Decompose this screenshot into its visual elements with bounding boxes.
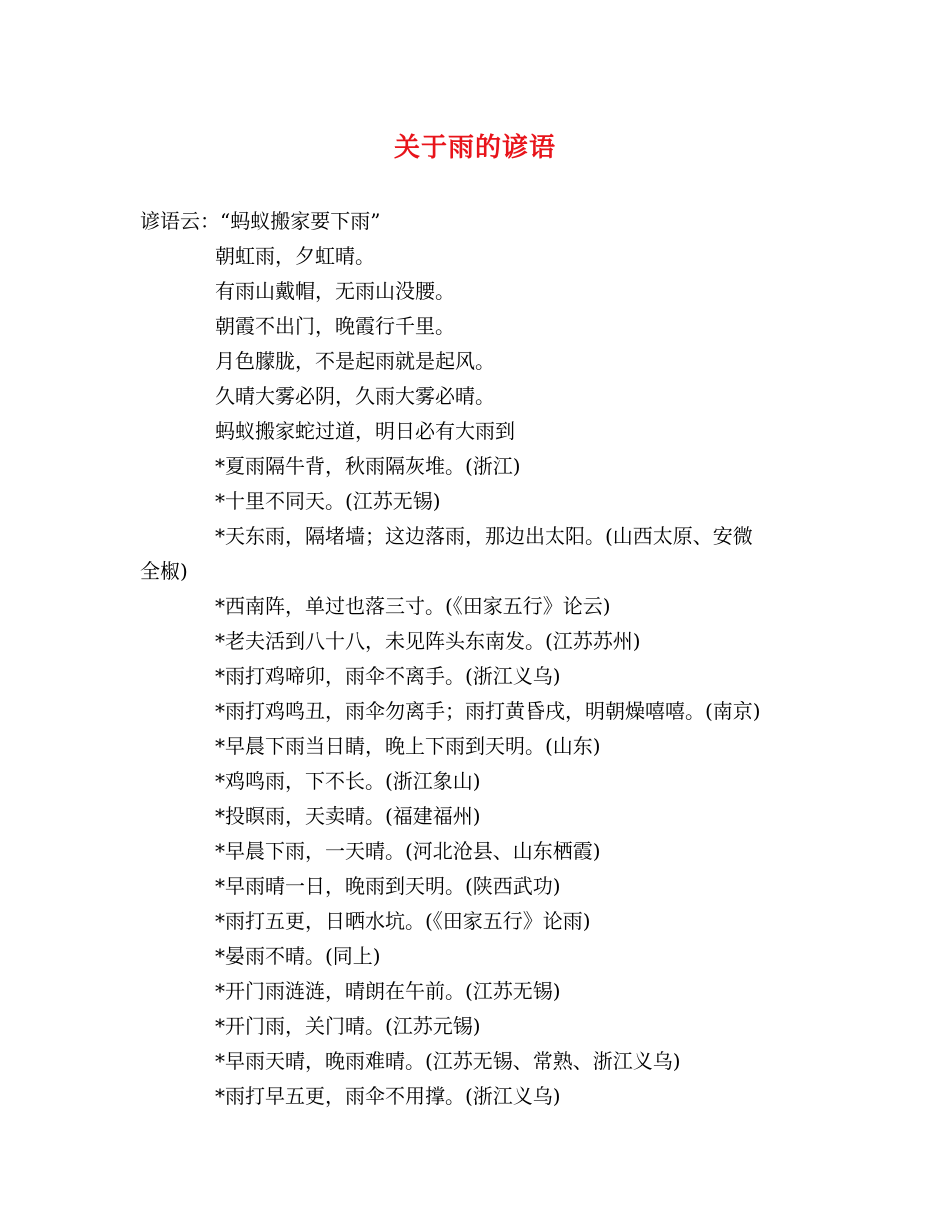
proverb-line: *早晨下雨，一天晴。(河北沧县、山东栖霞): [215, 839, 601, 863]
proverb-line: *老夫活到八十八，未见阵头东南发。(江苏苏州): [215, 629, 641, 653]
proverb-line: *西南阵，单过也落三寸。(《田家五行》论云): [215, 594, 611, 618]
proverb-line: *雨打鸡鸣丑，雨伞勿离手；雨打黄昏戌，明朝燥嘻嘻。(南京): [215, 699, 761, 723]
proverb-line: *早雨天晴，晚雨难晴。(江苏无锡、常熟、浙江义乌): [215, 1049, 681, 1073]
intro-line: 谚语云：“蚂蚁搬家要下雨”: [140, 209, 381, 233]
proverb-line: *投暝雨，天卖晴。(福建福州): [215, 804, 481, 828]
proverb-line: *夏雨隔牛背，秋雨隔灰堆。(浙江): [215, 454, 521, 478]
proverb-line: *晏雨不晴。(同上): [215, 944, 381, 968]
proverb-line: *雨打五更，日晒水坑。(《田家五行》论雨): [215, 909, 591, 933]
proverb-line: 蚂蚁搬家蛇过道，明日必有大雨到: [215, 419, 515, 443]
proverb-line: 朝霞不出门，晚霞行千里。: [215, 314, 455, 338]
document-title: 关于雨的谚语: [393, 133, 556, 163]
proverb-line: *开门雨，关门晴。(江苏元锡): [215, 1014, 481, 1038]
proverb-line: *雨打鸡啼卯，雨伞不离手。(浙江义乌): [215, 664, 561, 688]
proverb-line: 有雨山戴帽，无雨山没腰。: [215, 279, 455, 303]
document-body: [140, 204, 820, 1114]
proverb-line: *鸡鸣雨，下不长。(浙江象山): [215, 769, 481, 793]
proverb-line: *开门雨涟涟，晴朗在午前。(江苏无锡): [215, 979, 561, 1003]
proverb-line-continuation: 全椒): [140, 559, 188, 583]
proverb-line: *早晨下雨当日睛，晚上下雨到天明。(山东): [215, 734, 601, 758]
proverb-line: *雨打早五更，雨伞不用撑。(浙江义乌): [215, 1084, 561, 1108]
proverb-line: 朝虹雨，夕虹晴。: [215, 244, 375, 268]
proverb-line: *十里不同天。(江苏无锡): [215, 489, 441, 513]
proverb-line: *早雨晴一日，晚雨到天明。(陕西武功): [215, 874, 561, 898]
proverb-line: *天东雨，隔堵墙；这边落雨，那边出太阳。(山西太原、安微: [215, 524, 753, 548]
proverb-line: 月色朦胧，不是起雨就是起风。: [215, 349, 495, 373]
proverb-line: 久晴大雾必阴，久雨大雾必晴。: [215, 384, 495, 408]
